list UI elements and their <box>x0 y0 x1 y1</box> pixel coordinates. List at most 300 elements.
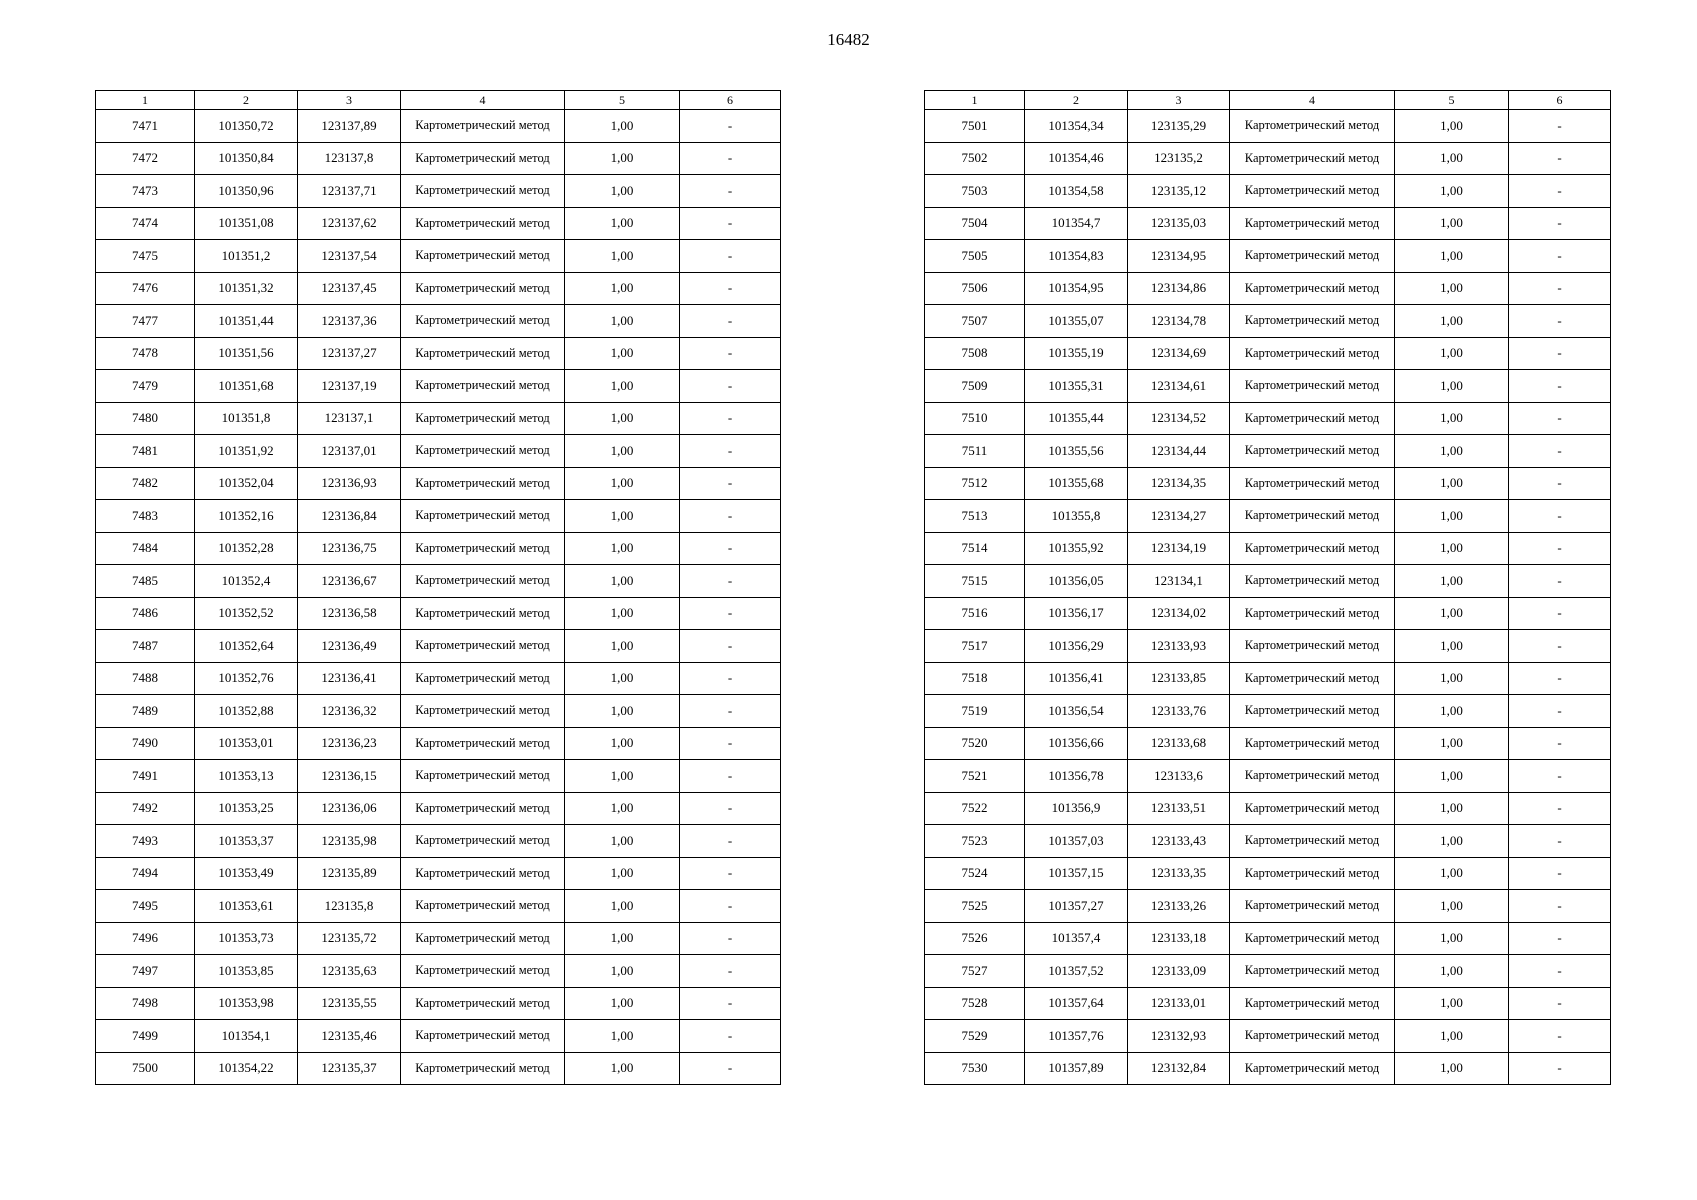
x-coordinate-cell: 101357,52 <box>1025 955 1128 988</box>
y-coordinate-cell: 123135,89 <box>298 857 401 890</box>
point-number-cell: 7520 <box>925 727 1025 760</box>
accuracy-cell: 1,00 <box>1395 175 1509 208</box>
description-cell: - <box>680 695 781 728</box>
table-row <box>925 142 1611 175</box>
point-number-cell: 7530 <box>925 1052 1025 1085</box>
point-number-cell: 7524 <box>925 857 1025 890</box>
y-coordinate-cell: 123135,63 <box>298 955 401 988</box>
column-header-2: 2 <box>195 91 298 110</box>
description-cell: - <box>680 792 781 825</box>
x-coordinate-cell: 101356,41 <box>1025 662 1128 695</box>
y-coordinate-cell: 123134,27 <box>1128 500 1230 533</box>
method-cell: Картометрический метод <box>401 727 565 760</box>
y-coordinate-cell: 123137,01 <box>298 435 401 468</box>
accuracy-cell: 1,00 <box>565 272 680 305</box>
description-cell: - <box>680 955 781 988</box>
description-cell: - <box>680 727 781 760</box>
description-cell: - <box>1509 857 1611 890</box>
y-coordinate-cell: 123135,55 <box>298 987 401 1020</box>
method-cell: Картометрический метод <box>401 337 565 370</box>
table-row <box>925 792 1611 825</box>
x-coordinate-cell: 101353,49 <box>195 857 298 890</box>
method-cell: Картометрический метод <box>1230 337 1395 370</box>
y-coordinate-cell: 123137,27 <box>298 337 401 370</box>
method-cell: Картометрический метод <box>1230 435 1395 468</box>
x-coordinate-cell: 101353,13 <box>195 760 298 793</box>
method-cell: Картометрический метод <box>1230 955 1395 988</box>
description-cell: - <box>680 630 781 663</box>
x-coordinate-cell: 101353,01 <box>195 727 298 760</box>
accuracy-cell: 1,00 <box>1395 857 1509 890</box>
y-coordinate-cell: 123133,68 <box>1128 727 1230 760</box>
point-number-cell: 7508 <box>925 337 1025 370</box>
method-cell: Картометрический метод <box>401 305 565 338</box>
table-row <box>96 175 781 208</box>
description-cell: - <box>1509 565 1611 598</box>
column-header-2: 2 <box>1025 91 1128 110</box>
description-cell: - <box>1509 825 1611 858</box>
accuracy-cell: 1,00 <box>1395 987 1509 1020</box>
y-coordinate-cell: 123133,43 <box>1128 825 1230 858</box>
description-cell: - <box>1509 175 1611 208</box>
column-header-5: 5 <box>1395 91 1509 110</box>
y-coordinate-cell: 123137,19 <box>298 370 401 403</box>
description-cell: - <box>1509 500 1611 533</box>
x-coordinate-cell: 101357,03 <box>1025 825 1128 858</box>
accuracy-cell: 1,00 <box>565 597 680 630</box>
y-coordinate-cell: 123133,6 <box>1128 760 1230 793</box>
method-cell: Картометрический метод <box>1230 825 1395 858</box>
table-row <box>925 987 1611 1020</box>
accuracy-cell: 1,00 <box>565 402 680 435</box>
accuracy-cell: 1,00 <box>1395 305 1509 338</box>
point-number-cell: 7505 <box>925 240 1025 273</box>
table-row <box>925 597 1611 630</box>
method-cell: Картометрический метод <box>401 825 565 858</box>
accuracy-cell: 1,00 <box>1395 825 1509 858</box>
accuracy-cell: 1,00 <box>565 955 680 988</box>
x-coordinate-cell: 101355,56 <box>1025 435 1128 468</box>
accuracy-cell: 1,00 <box>565 792 680 825</box>
x-coordinate-cell: 101355,07 <box>1025 305 1128 338</box>
description-cell: - <box>1509 890 1611 923</box>
accuracy-cell: 1,00 <box>1395 727 1509 760</box>
description-cell: - <box>680 1020 781 1053</box>
x-coordinate-cell: 101351,56 <box>195 337 298 370</box>
description-cell: - <box>1509 1052 1611 1085</box>
accuracy-cell: 1,00 <box>1395 1052 1509 1085</box>
table-row <box>925 825 1611 858</box>
method-cell: Картометрический метод <box>401 142 565 175</box>
y-coordinate-cell: 123134,78 <box>1128 305 1230 338</box>
method-cell: Картометрический метод <box>401 630 565 663</box>
method-cell: Картометрический метод <box>401 370 565 403</box>
table-row <box>96 662 781 695</box>
table-row <box>925 662 1611 695</box>
table-header-row <box>96 91 781 110</box>
accuracy-cell: 1,00 <box>565 565 680 598</box>
method-cell: Картометрический метод <box>1230 695 1395 728</box>
x-coordinate-cell: 101354,83 <box>1025 240 1128 273</box>
description-cell: - <box>1509 532 1611 565</box>
point-number-cell: 7481 <box>96 435 195 468</box>
description-cell: - <box>1509 597 1611 630</box>
column-header-3: 3 <box>298 91 401 110</box>
description-cell: - <box>1509 435 1611 468</box>
x-coordinate-cell: 101354,46 <box>1025 142 1128 175</box>
point-number-cell: 7496 <box>96 922 195 955</box>
method-cell: Картометрический метод <box>1230 630 1395 663</box>
description-cell: - <box>1509 370 1611 403</box>
accuracy-cell: 1,00 <box>1395 402 1509 435</box>
x-coordinate-cell: 101351,2 <box>195 240 298 273</box>
description-cell: - <box>1509 922 1611 955</box>
method-cell: Картометрический метод <box>401 662 565 695</box>
x-coordinate-cell: 101351,8 <box>195 402 298 435</box>
point-number-cell: 7477 <box>96 305 195 338</box>
y-coordinate-cell: 123136,67 <box>298 565 401 598</box>
y-coordinate-cell: 123133,26 <box>1128 890 1230 923</box>
description-cell: - <box>1509 402 1611 435</box>
method-cell: Картометрический метод <box>1230 240 1395 273</box>
y-coordinate-cell: 123136,23 <box>298 727 401 760</box>
description-cell: - <box>1509 110 1611 143</box>
x-coordinate-cell: 101357,89 <box>1025 1052 1128 1085</box>
table-row <box>96 987 781 1020</box>
y-coordinate-cell: 123136,15 <box>298 760 401 793</box>
y-coordinate-cell: 123135,37 <box>298 1052 401 1085</box>
y-coordinate-cell: 123135,98 <box>298 825 401 858</box>
method-cell: Картометрический метод <box>401 922 565 955</box>
x-coordinate-cell: 101350,72 <box>195 110 298 143</box>
table-row <box>96 955 781 988</box>
y-coordinate-cell: 123134,86 <box>1128 272 1230 305</box>
point-number-cell: 7487 <box>96 630 195 663</box>
method-cell: Картометрический метод <box>1230 760 1395 793</box>
x-coordinate-cell: 101352,16 <box>195 500 298 533</box>
y-coordinate-cell: 123136,32 <box>298 695 401 728</box>
point-number-cell: 7471 <box>96 110 195 143</box>
x-coordinate-cell: 101357,64 <box>1025 987 1128 1020</box>
method-cell: Картометрический метод <box>401 955 565 988</box>
y-coordinate-cell: 123135,72 <box>298 922 401 955</box>
table-row <box>925 760 1611 793</box>
method-cell: Картометрический метод <box>1230 370 1395 403</box>
x-coordinate-cell: 101355,68 <box>1025 467 1128 500</box>
method-cell: Картометрический метод <box>401 1020 565 1053</box>
x-coordinate-cell: 101352,88 <box>195 695 298 728</box>
y-coordinate-cell: 123136,58 <box>298 597 401 630</box>
table-row <box>925 370 1611 403</box>
point-number-cell: 7519 <box>925 695 1025 728</box>
point-number-cell: 7480 <box>96 402 195 435</box>
point-number-cell: 7501 <box>925 110 1025 143</box>
accuracy-cell: 1,00 <box>565 695 680 728</box>
coordinates-table-right <box>924 90 1611 1085</box>
table-row <box>96 337 781 370</box>
accuracy-cell: 1,00 <box>565 532 680 565</box>
description-cell: - <box>1509 337 1611 370</box>
y-coordinate-cell: 123136,49 <box>298 630 401 663</box>
accuracy-cell: 1,00 <box>1395 922 1509 955</box>
accuracy-cell: 1,00 <box>1395 890 1509 923</box>
table-row <box>925 305 1611 338</box>
x-coordinate-cell: 101352,04 <box>195 467 298 500</box>
accuracy-cell: 1,00 <box>1395 467 1509 500</box>
accuracy-cell: 1,00 <box>565 142 680 175</box>
table-row <box>925 1020 1611 1053</box>
point-number-cell: 7476 <box>96 272 195 305</box>
description-cell: - <box>1509 662 1611 695</box>
table-row <box>96 565 781 598</box>
description-cell: - <box>680 467 781 500</box>
accuracy-cell: 1,00 <box>1395 435 1509 468</box>
y-coordinate-cell: 123136,84 <box>298 500 401 533</box>
method-cell: Картометрический метод <box>1230 565 1395 598</box>
y-coordinate-cell: 123133,01 <box>1128 987 1230 1020</box>
y-coordinate-cell: 123132,84 <box>1128 1052 1230 1085</box>
accuracy-cell: 1,00 <box>565 922 680 955</box>
table-row <box>96 207 781 240</box>
y-coordinate-cell: 123137,1 <box>298 402 401 435</box>
description-cell: - <box>680 760 781 793</box>
x-coordinate-cell: 101357,15 <box>1025 857 1128 890</box>
method-cell: Картометрический метод <box>401 760 565 793</box>
point-number-cell: 7478 <box>96 337 195 370</box>
method-cell: Картометрический метод <box>1230 857 1395 890</box>
y-coordinate-cell: 123133,18 <box>1128 922 1230 955</box>
y-coordinate-cell: 123136,06 <box>298 792 401 825</box>
point-number-cell: 7479 <box>96 370 195 403</box>
table-row <box>925 402 1611 435</box>
x-coordinate-cell: 101353,61 <box>195 890 298 923</box>
accuracy-cell: 1,00 <box>1395 272 1509 305</box>
accuracy-cell: 1,00 <box>1395 955 1509 988</box>
accuracy-cell: 1,00 <box>565 240 680 273</box>
point-number-cell: 7509 <box>925 370 1025 403</box>
method-cell: Картометрический метод <box>1230 532 1395 565</box>
point-number-cell: 7523 <box>925 825 1025 858</box>
point-number-cell: 7491 <box>96 760 195 793</box>
x-coordinate-cell: 101353,25 <box>195 792 298 825</box>
method-cell: Картометрический метод <box>401 695 565 728</box>
accuracy-cell: 1,00 <box>565 727 680 760</box>
point-number-cell: 7522 <box>925 792 1025 825</box>
table-row <box>925 272 1611 305</box>
y-coordinate-cell: 123136,93 <box>298 467 401 500</box>
accuracy-cell: 1,00 <box>565 1052 680 1085</box>
method-cell: Картометрический метод <box>401 857 565 890</box>
accuracy-cell: 1,00 <box>565 857 680 890</box>
accuracy-cell: 1,00 <box>565 630 680 663</box>
point-number-cell: 7528 <box>925 987 1025 1020</box>
method-cell: Картометрический метод <box>401 500 565 533</box>
y-coordinate-cell: 123137,62 <box>298 207 401 240</box>
description-cell: - <box>680 565 781 598</box>
description-cell: - <box>680 337 781 370</box>
x-coordinate-cell: 101357,76 <box>1025 1020 1128 1053</box>
point-number-cell: 7500 <box>96 1052 195 1085</box>
y-coordinate-cell: 123133,76 <box>1128 695 1230 728</box>
description-cell: - <box>680 272 781 305</box>
accuracy-cell: 1,00 <box>1395 500 1509 533</box>
x-coordinate-cell: 101354,58 <box>1025 175 1128 208</box>
table-row <box>96 890 781 923</box>
point-number-cell: 7488 <box>96 662 195 695</box>
x-coordinate-cell: 101356,05 <box>1025 565 1128 598</box>
description-cell: - <box>1509 760 1611 793</box>
point-number-cell: 7527 <box>925 955 1025 988</box>
point-number-cell: 7475 <box>96 240 195 273</box>
accuracy-cell: 1,00 <box>1395 142 1509 175</box>
x-coordinate-cell: 101353,73 <box>195 922 298 955</box>
accuracy-cell: 1,00 <box>1395 792 1509 825</box>
description-cell: - <box>680 532 781 565</box>
accuracy-cell: 1,00 <box>1395 532 1509 565</box>
y-coordinate-cell: 123133,93 <box>1128 630 1230 663</box>
method-cell: Картометрический метод <box>401 565 565 598</box>
description-cell: - <box>680 370 781 403</box>
table-row <box>925 727 1611 760</box>
accuracy-cell: 1,00 <box>1395 337 1509 370</box>
x-coordinate-cell: 101352,4 <box>195 565 298 598</box>
table-row <box>925 500 1611 533</box>
table-row <box>925 532 1611 565</box>
table-row <box>925 240 1611 273</box>
coordinates-table-left <box>95 90 781 1085</box>
table-row <box>96 240 781 273</box>
y-coordinate-cell: 123137,45 <box>298 272 401 305</box>
accuracy-cell: 1,00 <box>565 825 680 858</box>
point-number-cell: 7516 <box>925 597 1025 630</box>
table-row <box>96 467 781 500</box>
description-cell: - <box>680 825 781 858</box>
method-cell: Картометрический метод <box>1230 890 1395 923</box>
table-row <box>96 857 781 890</box>
point-number-cell: 7517 <box>925 630 1025 663</box>
y-coordinate-cell: 123135,8 <box>298 890 401 923</box>
x-coordinate-cell: 101356,66 <box>1025 727 1128 760</box>
description-cell: - <box>680 1052 781 1085</box>
description-cell: - <box>680 142 781 175</box>
description-cell: - <box>680 597 781 630</box>
method-cell: Картометрический метод <box>1230 402 1395 435</box>
table-row <box>925 207 1611 240</box>
table-row <box>925 337 1611 370</box>
description-cell: - <box>680 175 781 208</box>
table-row <box>96 1020 781 1053</box>
column-header-4: 4 <box>1230 91 1395 110</box>
y-coordinate-cell: 123133,09 <box>1128 955 1230 988</box>
point-number-cell: 7506 <box>925 272 1025 305</box>
description-cell: - <box>680 890 781 923</box>
description-cell: - <box>1509 240 1611 273</box>
method-cell: Картометрический метод <box>1230 305 1395 338</box>
x-coordinate-cell: 101352,76 <box>195 662 298 695</box>
table-row <box>96 630 781 663</box>
accuracy-cell: 1,00 <box>1395 760 1509 793</box>
x-coordinate-cell: 101354,7 <box>1025 207 1128 240</box>
table-row <box>96 597 781 630</box>
table-row <box>96 792 781 825</box>
description-cell: - <box>1509 630 1611 663</box>
x-coordinate-cell: 101351,32 <box>195 272 298 305</box>
accuracy-cell: 1,00 <box>1395 630 1509 663</box>
description-cell: - <box>1509 142 1611 175</box>
y-coordinate-cell: 123134,02 <box>1128 597 1230 630</box>
x-coordinate-cell: 101354,95 <box>1025 272 1128 305</box>
x-coordinate-cell: 101355,8 <box>1025 500 1128 533</box>
y-coordinate-cell: 123137,89 <box>298 110 401 143</box>
accuracy-cell: 1,00 <box>1395 1020 1509 1053</box>
y-coordinate-cell: 123133,35 <box>1128 857 1230 890</box>
table-header-row <box>925 91 1611 110</box>
point-number-cell: 7474 <box>96 207 195 240</box>
point-number-cell: 7504 <box>925 207 1025 240</box>
method-cell: Картометрический метод <box>401 792 565 825</box>
column-header-6: 6 <box>680 91 781 110</box>
column-header-1: 1 <box>96 91 195 110</box>
accuracy-cell: 1,00 <box>565 175 680 208</box>
point-number-cell: 7526 <box>925 922 1025 955</box>
y-coordinate-cell: 123134,44 <box>1128 435 1230 468</box>
y-coordinate-cell: 123132,93 <box>1128 1020 1230 1053</box>
table-row <box>96 402 781 435</box>
y-coordinate-cell: 123135,29 <box>1128 110 1230 143</box>
table-row <box>925 110 1611 143</box>
x-coordinate-cell: 101354,34 <box>1025 110 1128 143</box>
method-cell: Картометрический метод <box>1230 500 1395 533</box>
point-number-cell: 7473 <box>96 175 195 208</box>
accuracy-cell: 1,00 <box>1395 695 1509 728</box>
method-cell: Картометрический метод <box>401 532 565 565</box>
x-coordinate-cell: 101352,28 <box>195 532 298 565</box>
description-cell: - <box>680 435 781 468</box>
table-row <box>925 890 1611 923</box>
x-coordinate-cell: 101353,98 <box>195 987 298 1020</box>
description-cell: - <box>1509 987 1611 1020</box>
accuracy-cell: 1,00 <box>565 370 680 403</box>
table-row <box>925 1052 1611 1085</box>
x-coordinate-cell: 101355,92 <box>1025 532 1128 565</box>
point-number-cell: 7521 <box>925 760 1025 793</box>
point-number-cell: 7510 <box>925 402 1025 435</box>
x-coordinate-cell: 101354,1 <box>195 1020 298 1053</box>
y-coordinate-cell: 123134,52 <box>1128 402 1230 435</box>
method-cell: Картометрический метод <box>1230 175 1395 208</box>
y-coordinate-cell: 123137,71 <box>298 175 401 208</box>
y-coordinate-cell: 123134,35 <box>1128 467 1230 500</box>
method-cell: Картометрический метод <box>401 207 565 240</box>
point-number-cell: 7494 <box>96 857 195 890</box>
description-cell: - <box>680 402 781 435</box>
x-coordinate-cell: 101356,17 <box>1025 597 1128 630</box>
y-coordinate-cell: 123137,54 <box>298 240 401 273</box>
table-row <box>925 175 1611 208</box>
y-coordinate-cell: 123134,1 <box>1128 565 1230 598</box>
x-coordinate-cell: 101354,22 <box>195 1052 298 1085</box>
description-cell: - <box>680 110 781 143</box>
description-cell: - <box>680 987 781 1020</box>
accuracy-cell: 1,00 <box>565 987 680 1020</box>
column-header-1: 1 <box>925 91 1025 110</box>
point-number-cell: 7484 <box>96 532 195 565</box>
table-row <box>925 630 1611 663</box>
description-cell: - <box>1509 955 1611 988</box>
accuracy-cell: 1,00 <box>565 760 680 793</box>
table-row <box>925 695 1611 728</box>
x-coordinate-cell: 101352,64 <box>195 630 298 663</box>
